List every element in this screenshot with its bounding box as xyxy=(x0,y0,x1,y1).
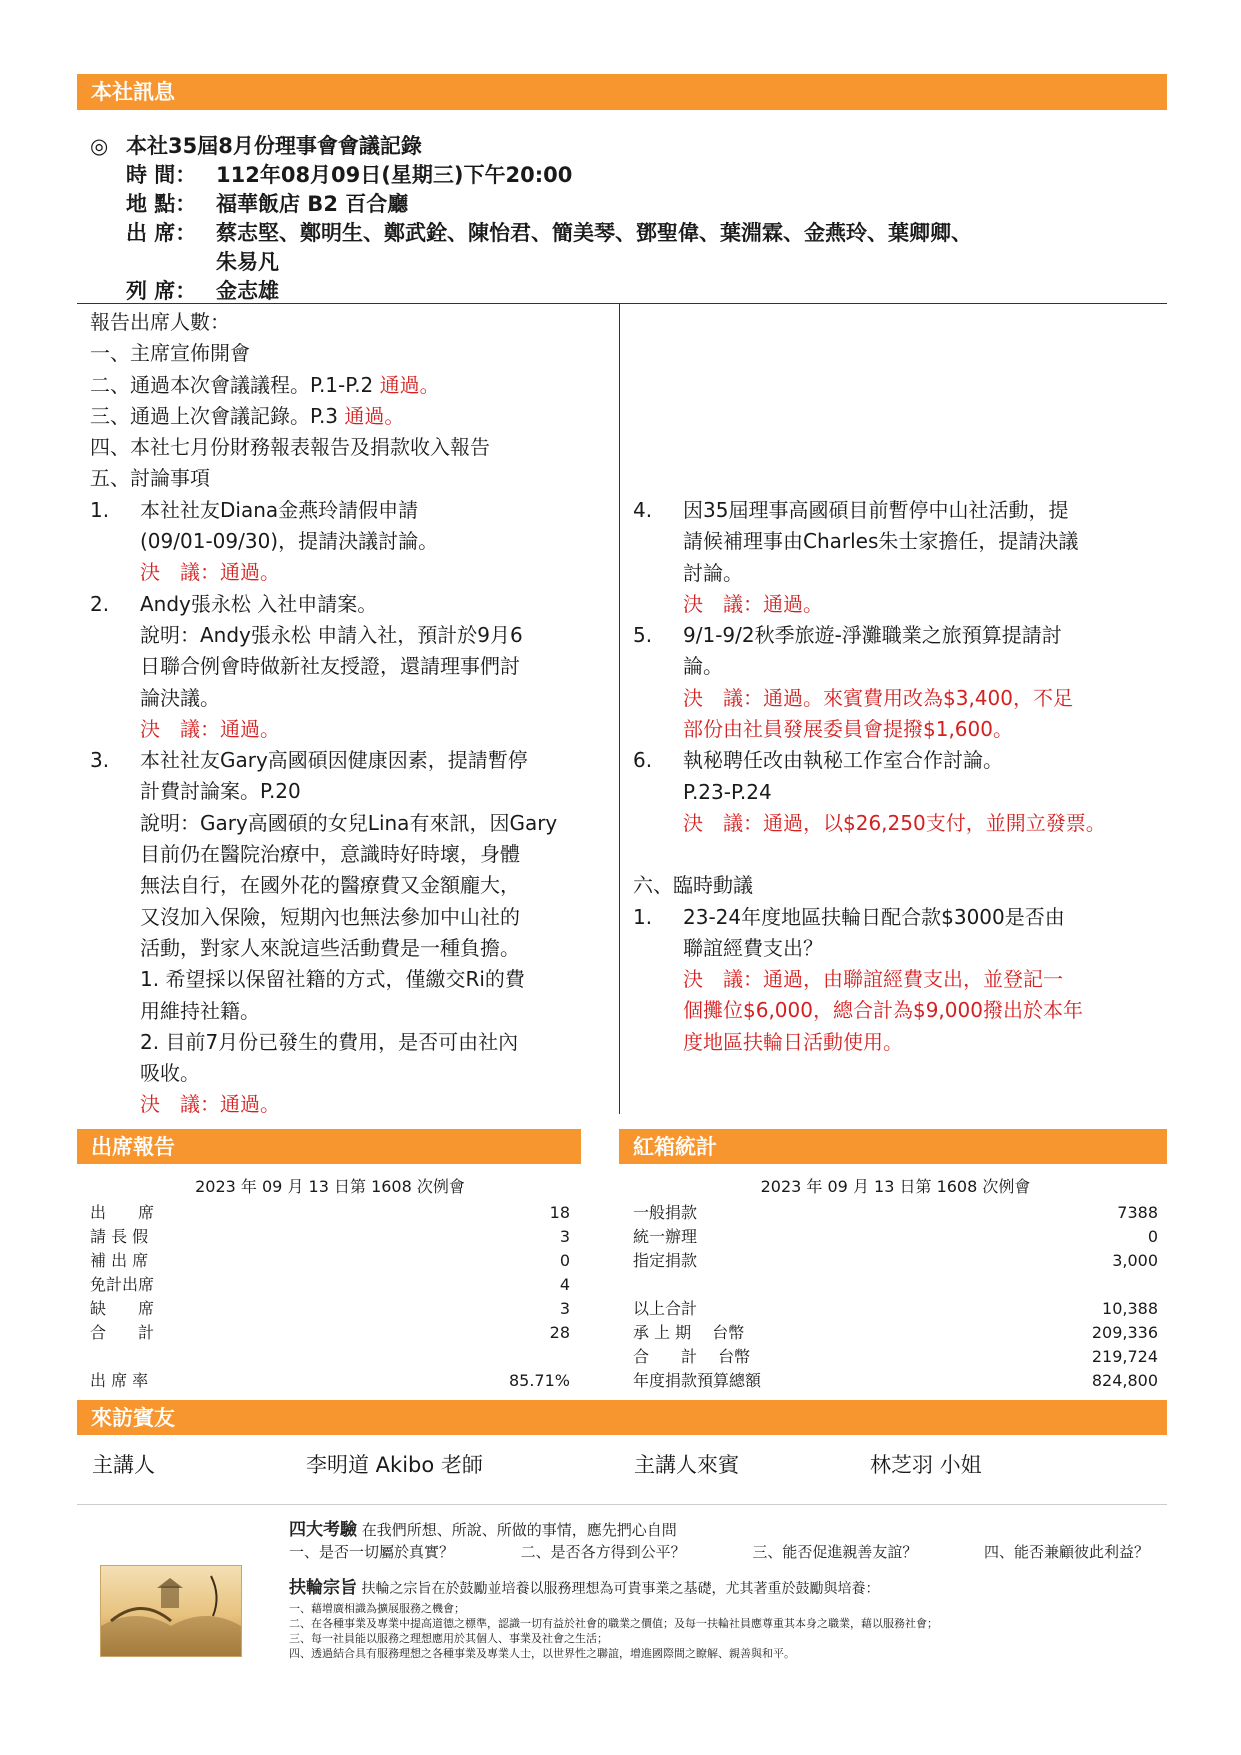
bullet-icon: ◎ xyxy=(90,134,109,158)
table-row: 出 席 18 xyxy=(90,1203,570,1222)
observer-value: 金志雄 xyxy=(216,279,279,303)
list-item: 2. Andy張永松 入社申請案。 說明：Andy張永松 申請入社，預計於9月6 日聯合例會時做新社友授證，還請理事們討 論決議。 決 議：通過。 xyxy=(90,591,523,741)
table-row: 合 計 台幣 219,724 xyxy=(633,1347,1158,1366)
guest-name: 林芝羽 小姐 xyxy=(870,1453,982,1477)
section-6: 六、臨時動議 xyxy=(633,873,753,898)
meeting-title: 本社35屆8月份理事會會議記錄 xyxy=(126,134,422,158)
table-row: 補 出 席 0 xyxy=(90,1251,570,1270)
redbox-title: 2023 年 09 月 13 日第 1608 次例會 xyxy=(760,1177,1031,1196)
object-3: 三、每一社員能以服務之理想應用於其個人、事業及社會之生活； xyxy=(289,1632,608,1645)
table-row: 免計出席 4 xyxy=(90,1275,570,1294)
table-row: 合 計 28 xyxy=(90,1323,570,1342)
agenda-5: 五、討論事項 xyxy=(90,466,210,491)
left-column xyxy=(90,307,610,1121)
object-title: 扶輪宗旨 xyxy=(289,1578,357,1598)
agenda-3: 三、通過上次會議記錄。P.3 通過。 xyxy=(90,403,405,428)
object-2: 二、在各種事業及專業中提高道德之標準，認識一切有益於社會的職業之價值；及每一扶輪社員應尊重其本身之職業，藉以服務社會； xyxy=(289,1617,938,1630)
agenda-4: 四、本社七月份財務報表報告及捐款收入報告 xyxy=(90,435,490,460)
list-item: 6. 執秘聘任改由執秘工作室合作討論。 P.23-P.24 決 議：通過，以$26,250支付，並開立發票。 xyxy=(633,748,1106,835)
meeting-header xyxy=(90,132,972,306)
report-count: 報告出席人數： xyxy=(90,310,230,334)
attendance-table xyxy=(90,1175,570,1393)
attend-value: 蔡志堅、鄭明生、鄭武銓、陳怡君、簡美琴、鄧聖偉、葉淵霖、金燕玲、葉卿卿、 xyxy=(216,221,972,245)
bridge-icon xyxy=(101,1566,241,1656)
right-column xyxy=(633,495,1158,1058)
test-3: 三、能否促進親善友誼？ xyxy=(752,1543,918,1561)
observer-label: 列 席： xyxy=(126,279,197,303)
four-way-test-title: 四大考驗 xyxy=(289,1520,357,1540)
test-2: 二、是否各方得到公平？ xyxy=(520,1543,686,1561)
table-row: 請 長 假 3 xyxy=(90,1227,570,1246)
table-row: 缺 席 3 xyxy=(90,1299,570,1318)
list-item: 1. 23-24年度地區扶輪日配合款$3000是否由 聯誼經費支出？ 決 議：通過，由聯誼經費支出，並登記一 個攤位$6,000，總合計為$9,000撥出於本年 度地區扶輪日活動使用。 xyxy=(633,904,1083,1054)
table-row: 指定捐款 3,000 xyxy=(633,1251,1158,1270)
attendance-title: 2023 年 09 月 13 日第 1608 次例會 xyxy=(195,1177,465,1196)
guests-bar: 來訪賓友 xyxy=(77,1400,1167,1435)
object-4: 四、透過結合具有服務理想之各種事業及專業人士，以世界性之聯誼，增進國際間之瞭解、親善與和平。 xyxy=(289,1647,795,1660)
time-value: 112年08月09日(星期三)下午20:00 xyxy=(216,163,573,187)
agenda-2: 二、通過本次會議議程。P.1-P.2 通過。 xyxy=(90,372,440,397)
list-item: 5. 9/1-9/2秋季旅遊-淨灘職業之旅預算提請討 論。 決 議：通過。來賓費用改為$3,400，不足 部份由社員發展委員會提撥$1,600。 xyxy=(633,623,1073,742)
table-row: 統一辦理 0 xyxy=(633,1227,1158,1246)
object-1: 一、藉增廣相識為擴展服務之機會； xyxy=(289,1602,465,1615)
table-row: 一般捐款 7388 xyxy=(633,1203,1158,1222)
attend-continued: 朱易凡 xyxy=(216,250,279,274)
table-row: 以上合計 10,388 xyxy=(633,1299,1158,1318)
list-item: 4. 因35屆理事高國碩目前暫停中山社活動，提 請候補理事由Charles朱士家擔任，提請決議 討論。 決 議：通過。 xyxy=(633,498,1079,616)
redbox-bar: 紅箱統計 xyxy=(619,1129,1167,1164)
place-value: 福華飯店 B2 百合廳 xyxy=(216,192,409,216)
speaker-name: 李明道 Akibo 老師 xyxy=(306,1453,483,1477)
guest-label: 主講人來賓 xyxy=(634,1453,739,1477)
agenda-1: 一、主席宣佈開會 xyxy=(90,341,250,366)
attendance-bar: 出席報告 xyxy=(77,1129,581,1164)
table-row: 年度捐款預算總額 824,800 xyxy=(633,1371,1158,1390)
test-4: 四、能否兼顧彼此利益？ xyxy=(983,1543,1149,1561)
column-divider xyxy=(619,304,620,1114)
attendance-rate: 出 席 率 85.71% xyxy=(90,1371,570,1390)
list-item: 3. 本社社友Gary高國碩因健康因素，提請暫停 計費討論案。P.20 說明：Gary高國碩的女兒Lina有來訊，因Gary 目前仍在醫院治療中，意識時好時壞，身體 無法自行，在國外花的醫療費又金額龐大， 又沒加入保險，短期內也無法參加中山社的 活動，對家人來說這些活動費是一種負擔。 1. 希望採以保留社籍的方式，僅繳交Ri的費 用維持社籍。 2. 目前7月份已發生的費用，是否可由社內 吸收。 決 議：通過。 xyxy=(90,748,558,1117)
scenery-illustration xyxy=(100,1565,242,1657)
speaker-label: 主講人 xyxy=(92,1453,155,1477)
table-row: 承 上 期 台幣 209,336 xyxy=(633,1323,1158,1342)
list-item: 1. 本社社友Diana金燕玲請假申請 (09/01-09/30)，提請決議討論。 決 議：通過。 xyxy=(90,497,439,585)
time-label: 時 間： xyxy=(126,163,197,187)
test-1: 一、是否一切屬於真實？ xyxy=(289,1543,455,1561)
redbox-table xyxy=(633,1175,1158,1393)
place-label: 地 點： xyxy=(126,192,197,216)
four-way-test-intro: 在我們所想、所說、所做的事情，應先捫心自問 xyxy=(361,1521,677,1539)
attend-label: 出 席： xyxy=(126,221,197,245)
header-divider xyxy=(77,303,1167,304)
section-bar: 本社訊息 xyxy=(77,74,1167,110)
object-intro: 扶輪之宗旨在於鼓勵並培養以服務理想為可貴事業之基礎，尤其著重於鼓勵與培養： xyxy=(361,1581,880,1597)
